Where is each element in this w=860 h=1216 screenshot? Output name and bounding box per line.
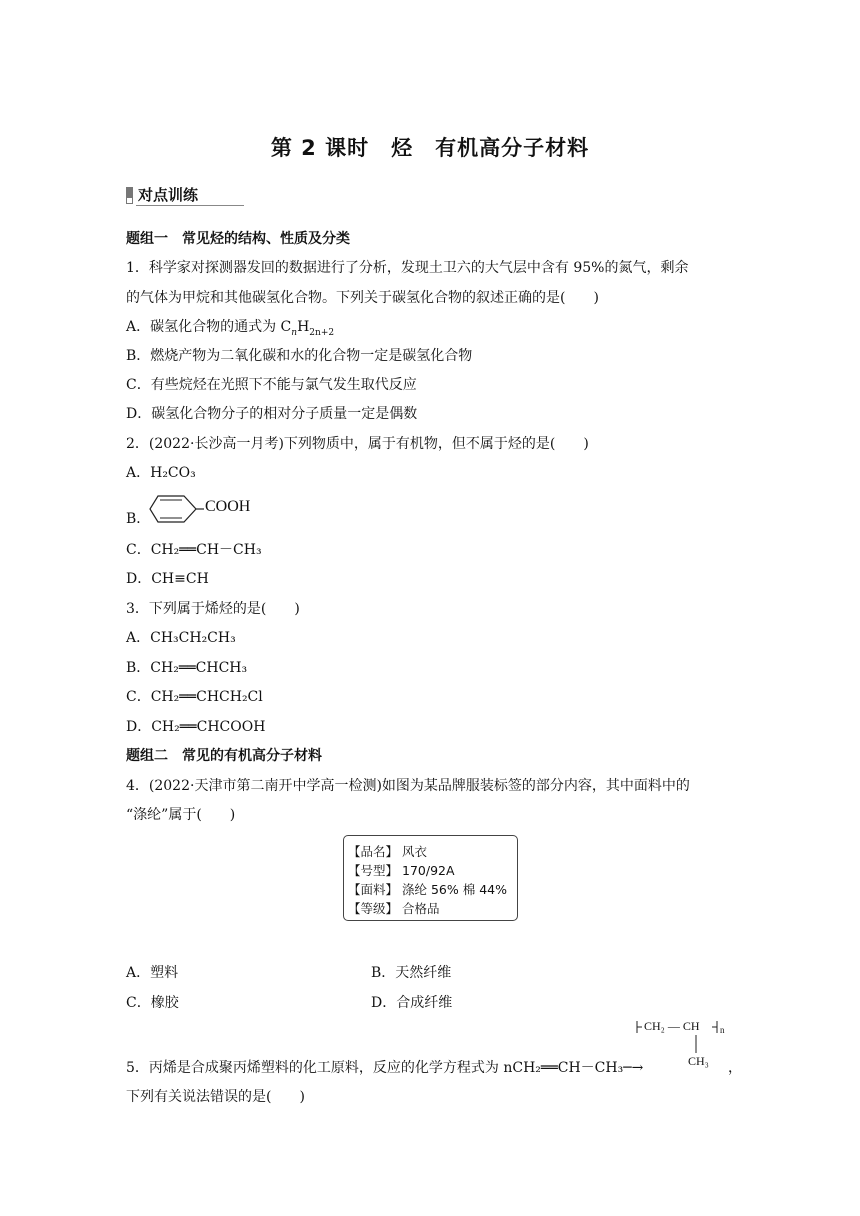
q5-comma: ， xyxy=(728,1060,742,1076)
q2-option-c: C．CH₂══CH－CH₃ xyxy=(126,542,262,558)
q1-stem-line2: 的气体为甲烷和其他碳氢化合物。下列关于碳氢化合物的叙述正确的是( ) xyxy=(126,290,599,306)
q1-option-d: D．碳氢化合物分子的相对分子质量一定是偶数 xyxy=(126,406,418,422)
q2-option-d: D．CH≡CH xyxy=(126,571,209,587)
q4-option-d: D．合成纤维 xyxy=(371,995,453,1011)
q4-stem-line2: “涤纶”属于( ) xyxy=(126,807,236,823)
q2-option-a: A．H₂CO₃ xyxy=(126,465,196,481)
q1-stem-line1: 1．科学家对探测器发回的数据进行了分析，发现土卫六的大气层中含有 95%的氮气，剩余 xyxy=(126,260,689,276)
q2-stem: 2．(2022·长沙高一月考)下列物质中，属于有机物，但不属于烃的是( ) xyxy=(126,436,589,452)
q1-option-a xyxy=(126,316,334,338)
q3-stem: 3．下列属于烯烃的是( ) xyxy=(126,601,300,617)
q1-formula-sub: 2n+2 xyxy=(309,327,335,338)
group-heading-1: 题组一 常见烃的结构、性质及分类 xyxy=(126,231,350,247)
polypropylene-structure xyxy=(634,1017,732,1075)
poly-n: n xyxy=(720,1025,725,1035)
page-title: 第 2 课时 烃 有机高分子材料 xyxy=(270,136,590,160)
section-title: 对点训练 xyxy=(138,186,199,204)
group-heading-2: 题组二 常见的有机高分子材料 xyxy=(126,748,322,764)
q3-option-d: D．CH₂══CHCOOH xyxy=(126,719,266,735)
q1-option-a-text: A．碳氢化合物的通式为 C xyxy=(126,319,292,335)
q4-stem-line1: 4．(2022·天津市第二南开中学高一检测)如图为某品牌服装标签的部分内容，其中面料中的 xyxy=(126,778,690,794)
q3-option-b: B．CH₂══CHCH₃ xyxy=(126,660,248,676)
q1-formula-h: H xyxy=(297,319,310,335)
q5-stem-line1: 5．丙烯是合成聚丙烯塑料的化工原料，反应的化学方程式为 nCH₂══CH－CH₃─→ xyxy=(126,1060,644,1076)
q1-option-b: B．燃烧产物为二氧化碳和水的化合物一定是碳氢化合物 xyxy=(126,348,473,364)
q3-option-c: C．CH₂══CHCH₂Cl xyxy=(126,689,263,705)
q5-stem-line2: 下列有关说法错误的是( ) xyxy=(126,1089,305,1105)
q1-formula-n: n xyxy=(291,327,298,338)
poly-main-chain: CH₂ — CH xyxy=(644,1019,700,1033)
q4-option-c: C．橡胶 xyxy=(126,995,179,1011)
label-row-fabric: 【面料】 涤纶 56% 棉 44% xyxy=(348,882,507,897)
label-row-grade: 【等级】 合格品 xyxy=(348,901,440,916)
clothing-label xyxy=(343,835,518,921)
q2-cooh-group: COOH xyxy=(205,498,251,515)
q2-option-b-label: B． xyxy=(126,511,151,527)
benzene-ring-icon xyxy=(148,493,204,525)
section-underline xyxy=(136,205,244,206)
section-marker-icon xyxy=(126,187,133,204)
q1-option-c: C．有些烷烃在光照下不能与氯气发生取代反应 xyxy=(126,377,417,393)
q4-option-a: A．塑料 xyxy=(126,965,179,981)
label-row-name: 【品名】 风衣 xyxy=(348,844,428,859)
poly-branch: CH₃ xyxy=(688,1054,709,1068)
label-row-size: 【号型】 170/92A xyxy=(348,863,455,878)
q4-option-b: B．天然纤维 xyxy=(371,965,452,981)
q3-option-a: A．CH₃CH₂CH₃ xyxy=(126,630,236,646)
